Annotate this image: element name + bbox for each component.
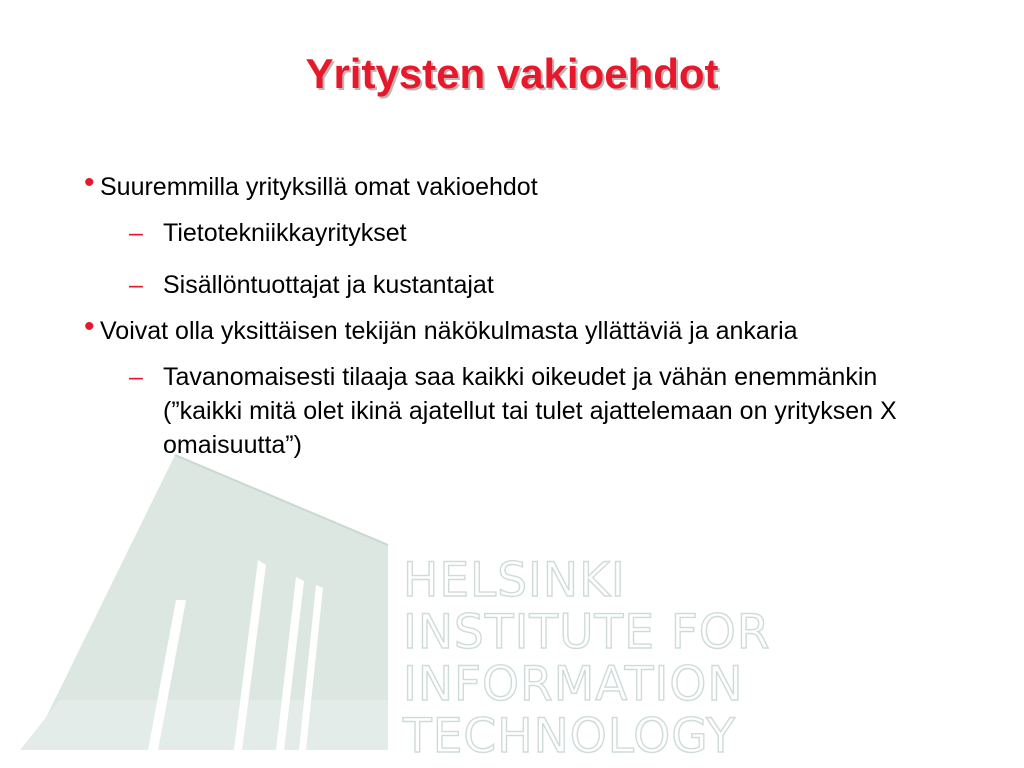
- dash-icon: –: [129, 219, 143, 247]
- wordmark-line: HELSINKI: [403, 553, 626, 608]
- dash-icon: –: [129, 271, 143, 299]
- sub-bullet-text: Tavanomaisesti tilaaja saa kaikki oikeudet ja vähän enemmänkin (”kaikki mitä olet ikinä ajatellut tai tulet ajattelemaan on yrityksen X omaisuutta”): [163, 363, 897, 459]
- dash-icon: –: [129, 363, 143, 391]
- sub-bullet-text: Sisällöntuottajat ja kustantajat: [163, 271, 494, 299]
- hiit-watermark-wordmark: [403, 555, 823, 763]
- wordmark-line: TECHNOLOGY: [403, 709, 737, 764]
- wordmark-line: INFORMATION: [403, 657, 744, 712]
- sub-bullet-item: [129, 268, 953, 302]
- wordmark-line: INSTITUTE FOR: [403, 605, 771, 660]
- slide-title: Yritysten vakioehdot: [305, 50, 719, 97]
- bullet-dot-icon: •: [84, 166, 95, 199]
- sub-bullet-item: [129, 360, 953, 462]
- sub-bullet-text: Tietotekniikkayritykset: [163, 219, 407, 247]
- bullet-text: Voivat olla yksittäisen tekijän näkökulmasta yllättäviä ja ankaria: [100, 317, 798, 345]
- bullet-item: [84, 310, 950, 348]
- bullet-text: Suuremmilla yrityksillä omat vakioehdot: [100, 173, 538, 201]
- sub-bullet-item: [129, 216, 953, 250]
- slide-body: [0, 166, 1024, 482]
- bullet-item: [84, 166, 950, 204]
- bullet-dot-icon: •: [84, 310, 95, 343]
